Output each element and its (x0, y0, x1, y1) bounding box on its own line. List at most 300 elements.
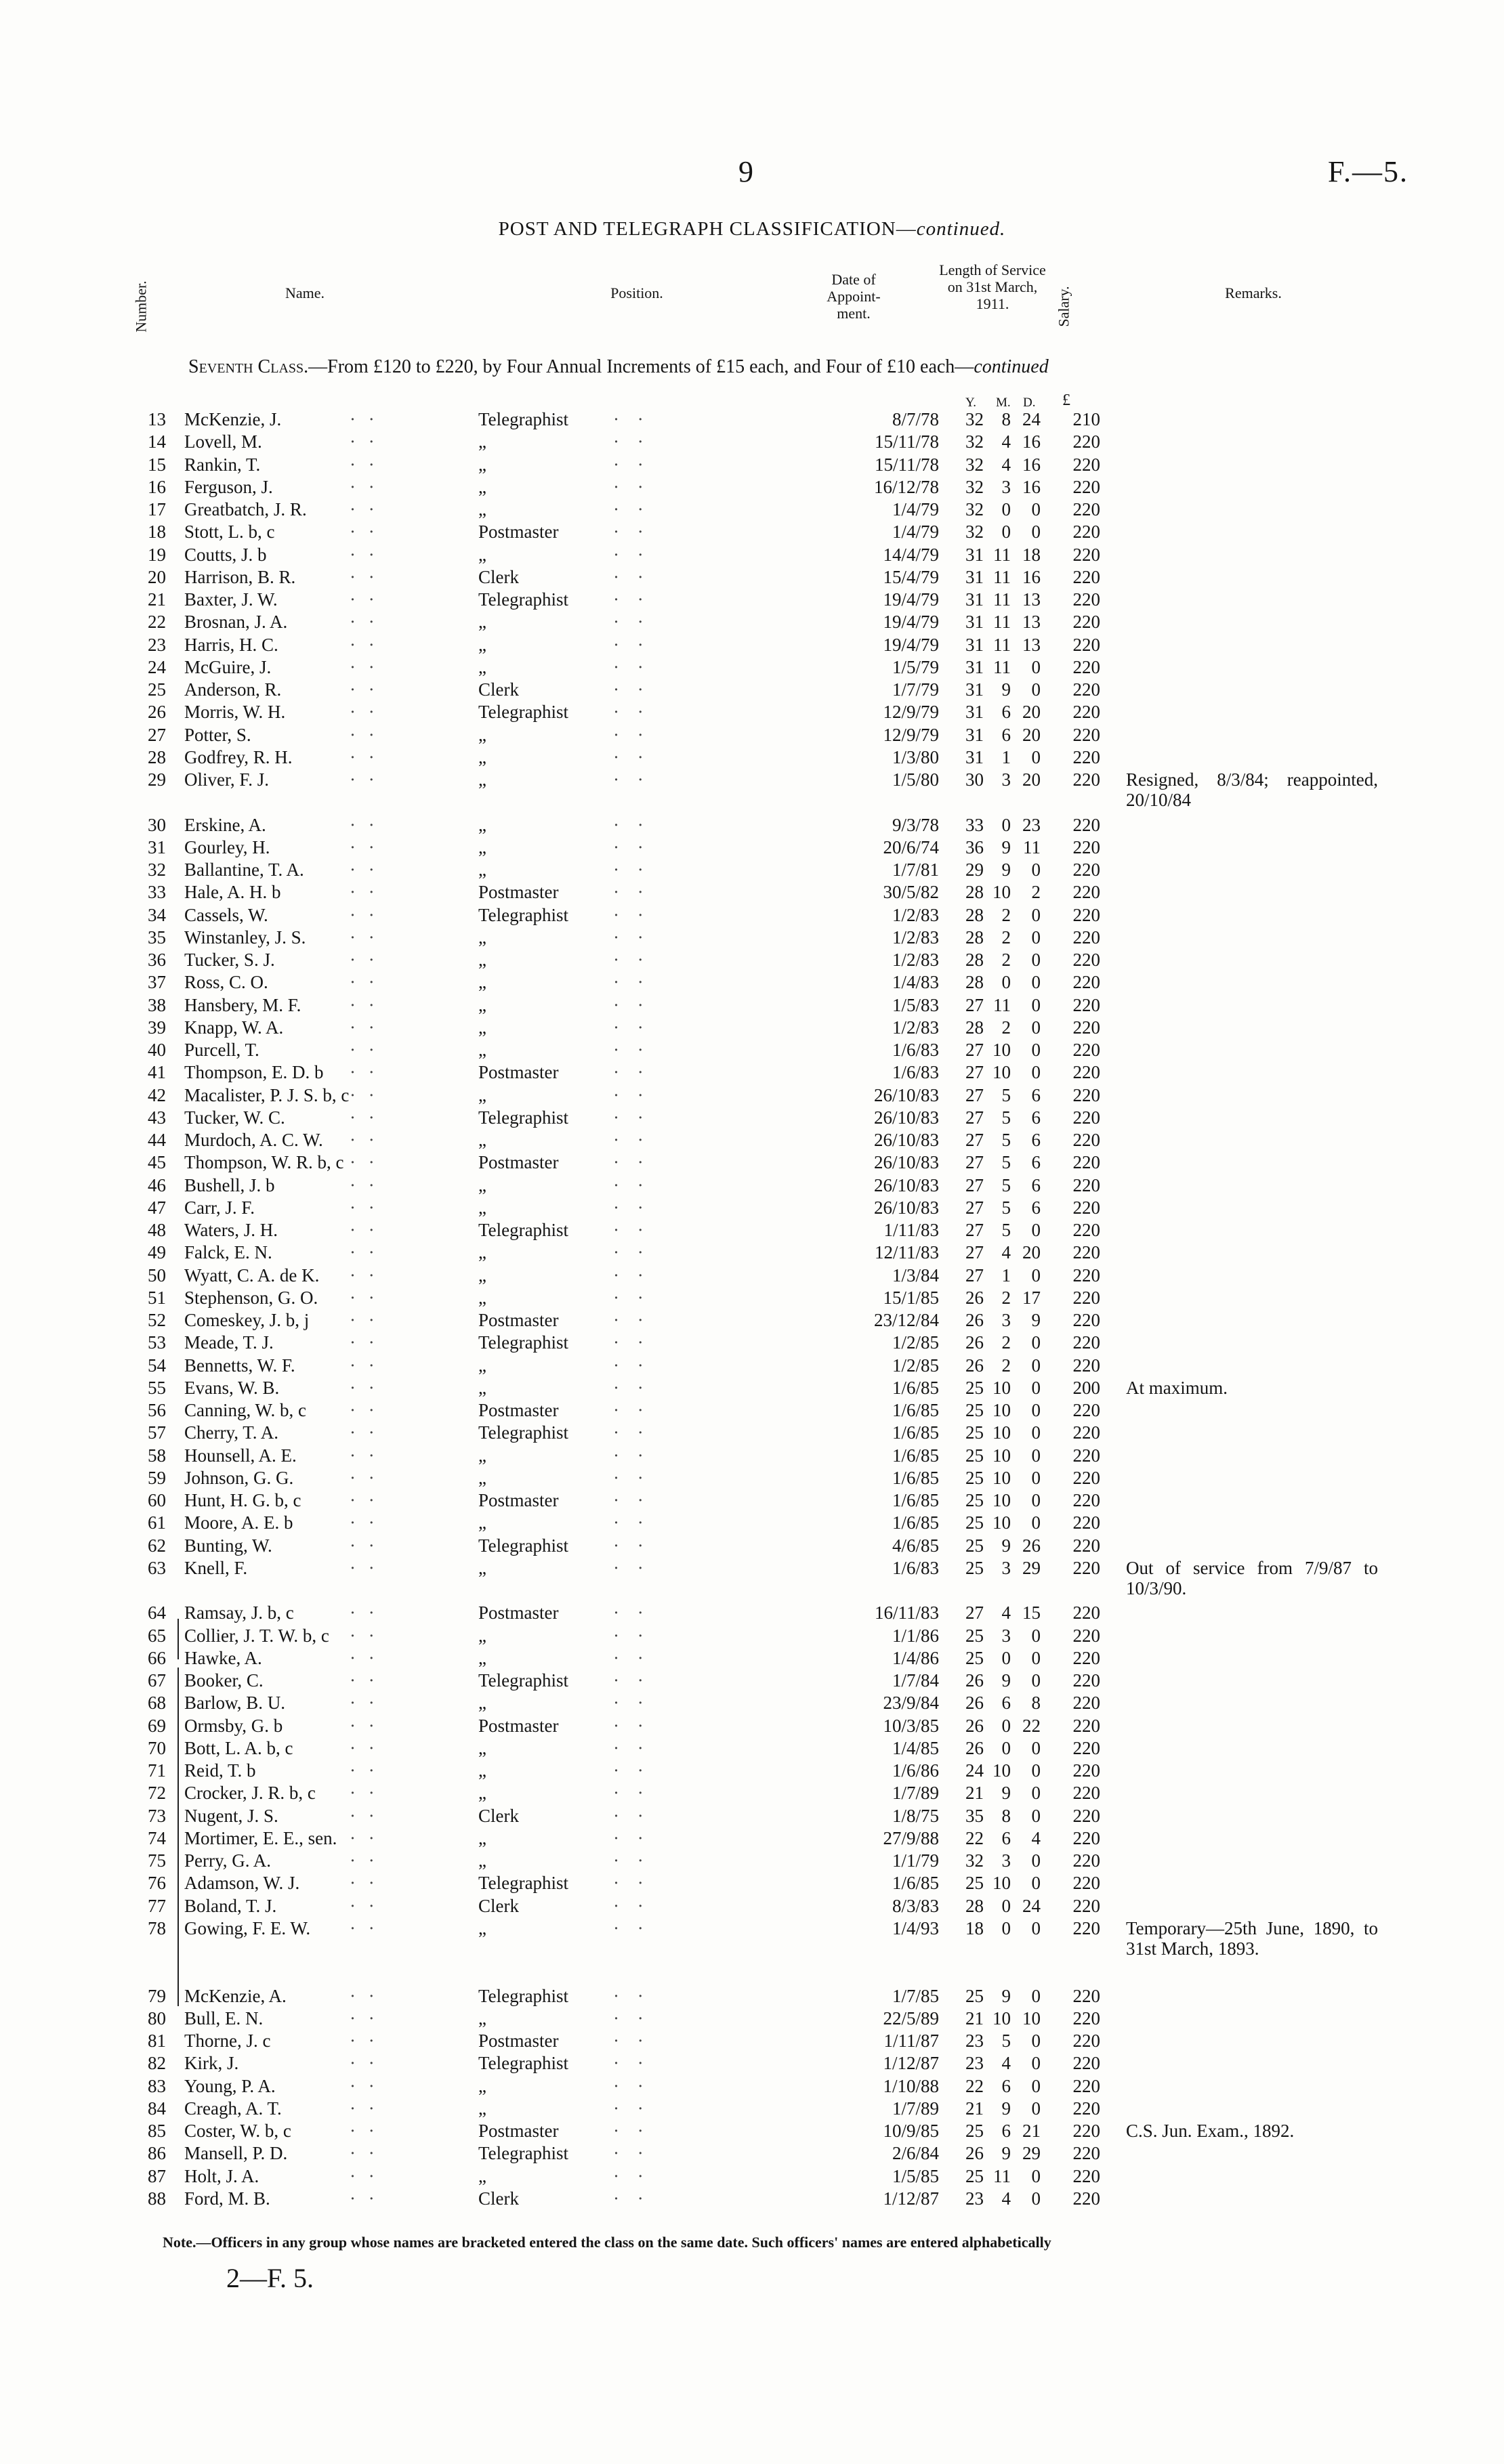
row-number: 87 (148, 2165, 166, 2186)
row-date: 15/11/78 (874, 431, 939, 452)
leader-dots: · · (350, 2165, 379, 2186)
leader-dots: · · (613, 1152, 650, 1173)
row-months: 0 (1001, 814, 1011, 835)
leader-dots: · · (350, 1242, 379, 1263)
row-position: Postmaster (478, 1490, 559, 1510)
row-months: 4 (1001, 1242, 1011, 1263)
row-months: 11 (993, 634, 1011, 655)
row-name: Canning, W. b, c (184, 1400, 306, 1420)
row-months: 0 (1001, 1715, 1011, 1736)
row-number: 39 (148, 1017, 166, 1038)
row-date: 19/4/79 (883, 589, 939, 610)
row-days: 21 (1022, 2121, 1041, 2141)
row-days: 29 (1022, 2143, 1041, 2164)
row-name: Stott, L. b, c (184, 522, 275, 543)
row-date: 1/2/83 (892, 904, 939, 925)
row-number: 33 (148, 882, 166, 903)
table-row (0, 1871, 1504, 1894)
table-row (0, 1714, 1504, 1737)
row-years: 25 (965, 1490, 984, 1510)
row-name: McGuire, J. (184, 656, 272, 677)
row-position: Telegraphist (478, 1422, 569, 1443)
table-row (0, 880, 1504, 903)
row-number: 54 (148, 1355, 166, 1376)
row-number: 35 (148, 927, 166, 948)
leader-dots: · · (613, 1490, 650, 1510)
table-row (0, 2165, 1504, 2187)
row-years: 27 (965, 1084, 984, 1105)
row-position: „ (478, 1783, 486, 1804)
row-name: Booker, C. (184, 1670, 264, 1691)
row-date: 15/11/78 (874, 454, 939, 475)
row-number: 67 (148, 1670, 166, 1691)
row-position: Clerk (478, 1805, 519, 1826)
leader-dots: · · (350, 2121, 379, 2141)
row-salary: 220 (1072, 476, 1100, 497)
row-date: 19/4/79 (883, 612, 939, 633)
leader-dots: · · (613, 927, 650, 948)
leader-dots: · · (613, 904, 650, 925)
row-name: Adamson, W. J. (184, 1873, 300, 1894)
row-date: 1/7/79 (892, 679, 939, 700)
row-name: McKenzie, A. (184, 1985, 287, 2006)
row-years: 31 (965, 544, 984, 565)
leader-dots: · · (613, 2165, 650, 2186)
row-date: 10/3/85 (883, 1715, 939, 1736)
row-months: 4 (1001, 2053, 1011, 2074)
row-name: Kirk, J. (184, 2053, 239, 2074)
row-date: 1/7/84 (892, 1670, 939, 1691)
table-row (0, 498, 1504, 520)
leader-dots: · · (613, 566, 650, 587)
row-months: 6 (1001, 724, 1011, 745)
row-position: „ (478, 1017, 486, 1038)
row-salary: 220 (1072, 2143, 1100, 2164)
table-row (0, 723, 1504, 746)
row-months: 2 (1001, 1332, 1011, 1353)
leader-dots: · · (350, 882, 379, 903)
leader-dots: · · (350, 724, 379, 745)
row-number: 50 (148, 1265, 166, 1286)
leader-dots: · · (613, 1602, 650, 1623)
leader-dots: · · (613, 1130, 650, 1150)
row-position: „ (478, 612, 486, 633)
table-row (0, 1218, 1504, 1241)
row-months: 4 (1001, 1602, 1011, 1623)
row-salary: 220 (1072, 1850, 1100, 1871)
row-salary: 220 (1072, 2121, 1100, 2141)
row-months: 4 (1001, 454, 1011, 475)
row-days: 0 (1031, 1017, 1041, 1038)
row-date: 16/12/78 (873, 476, 939, 497)
row-days: 0 (1031, 1377, 1041, 1398)
row-days: 0 (1031, 1490, 1041, 1510)
row-years: 27 (965, 1197, 984, 1218)
row-months: 10 (993, 1400, 1011, 1420)
row-position: „ (478, 1693, 486, 1714)
table-row (0, 1556, 1504, 1602)
leader-dots: · · (350, 1985, 379, 2006)
row-name: Erskine, A. (184, 814, 266, 835)
row-date: 23/9/84 (883, 1693, 939, 1714)
row-number: 64 (148, 1602, 166, 1623)
row-name: Comeskey, J. b, j (184, 1310, 310, 1330)
row-years: 36 (965, 836, 984, 857)
row-days: 0 (1031, 1400, 1041, 1420)
row-date: 1/6/83 (892, 1062, 939, 1083)
row-number: 84 (148, 2098, 166, 2119)
row-days: 0 (1031, 499, 1041, 519)
table-row (0, 1489, 1504, 1511)
row-number: 68 (148, 1693, 166, 1714)
row-name: Morris, W. H. (184, 702, 286, 723)
leader-dots: · · (613, 1174, 650, 1195)
table-row (0, 2097, 1504, 2119)
row-days: 0 (1031, 679, 1041, 700)
row-name: Nugent, J. S. (184, 1805, 278, 1826)
row-months: 1 (1001, 746, 1011, 767)
row-number: 32 (148, 859, 166, 880)
row-name: Wyatt, C. A. de K. (184, 1265, 320, 1286)
leader-dots: · · (350, 1467, 379, 1488)
row-number: 37 (148, 972, 166, 993)
row-days: 20 (1022, 702, 1041, 723)
row-days: 10 (1022, 2008, 1041, 2028)
row-remarks: Resigned, 8/3/84; reappointed, 20/10/84 (1126, 769, 1378, 810)
row-date: 20/6/74 (883, 836, 939, 857)
row-name: Collier, J. T. W. b, c (184, 1625, 329, 1646)
row-days: 20 (1022, 769, 1041, 790)
row-months: 0 (1001, 499, 1011, 519)
leader-dots: · · (350, 972, 379, 993)
leader-dots: · · (350, 1310, 379, 1330)
leader-dots: · · (350, 612, 379, 633)
row-months: 2 (1001, 904, 1011, 925)
row-months: 0 (1001, 1917, 1011, 1938)
table-row (0, 1849, 1504, 1871)
table-row (0, 1128, 1504, 1151)
leader-dots: · · (613, 2008, 650, 2028)
table-row (0, 1151, 1504, 1173)
leader-dots: · · (350, 1287, 379, 1308)
table-row (0, 2052, 1504, 2074)
row-position: Telegraphist (478, 2143, 569, 2164)
row-number: 58 (148, 1445, 166, 1466)
row-years: 25 (965, 1647, 984, 1668)
leader-dots: · · (613, 1917, 650, 1938)
row-months: 1 (1001, 1265, 1011, 1286)
table-row (0, 813, 1504, 836)
row-position: Postmaster (478, 1310, 559, 1330)
row-salary: 220 (1072, 1783, 1100, 1804)
row-name: Knell, F. (184, 1557, 248, 1578)
table-row (0, 971, 1504, 993)
row-number: 88 (148, 2188, 166, 2209)
row-name: Knapp, W. A. (184, 1017, 284, 1038)
row-name: Oliver, F. J. (184, 769, 270, 790)
row-number: 24 (148, 656, 166, 677)
leader-dots: · · (613, 1783, 650, 1804)
leader-dots: · · (613, 2098, 650, 2119)
row-name: Bunting, W. (184, 1535, 272, 1556)
row-number: 57 (148, 1422, 166, 1443)
leader-dots: · · (613, 994, 650, 1015)
leader-dots: · · (613, 814, 650, 835)
row-position: „ (478, 1467, 486, 1488)
unit-years: Y. (965, 396, 977, 410)
row-date: 1/4/83 (892, 972, 939, 993)
leader-dots: · · (613, 2121, 650, 2141)
row-position: Telegraphist (478, 2053, 569, 2074)
row-number: 69 (148, 1715, 166, 1736)
table-row (0, 1286, 1504, 1309)
row-days: 0 (1031, 1220, 1041, 1240)
row-position: „ (478, 1760, 486, 1781)
table-row (0, 1174, 1504, 1196)
row-name: Tucker, W. C. (184, 1107, 285, 1128)
row-salary: 220 (1072, 1400, 1100, 1420)
row-days: 0 (1031, 1332, 1041, 1353)
row-salary: 220 (1072, 1670, 1100, 1691)
row-years: 28 (965, 904, 984, 925)
table-row (0, 1331, 1504, 1353)
row-salary: 220 (1072, 1265, 1100, 1286)
row-years: 32 (965, 431, 984, 452)
row-number: 63 (148, 1557, 166, 1578)
leader-dots: · · (613, 1467, 650, 1488)
row-days: 0 (1031, 2165, 1041, 2186)
row-date: 27/9/88 (883, 1827, 939, 1848)
row-name: Falck, E. N. (184, 1242, 272, 1263)
row-number: 66 (148, 1647, 166, 1668)
leader-dots: · · (613, 1512, 650, 1533)
row-months: 2 (1001, 927, 1011, 948)
row-number: 40 (148, 1040, 166, 1060)
row-name: Lovell, M. (184, 431, 262, 452)
table-row (0, 1466, 1504, 1489)
leader-dots: · · (613, 1737, 650, 1758)
row-date: 1/12/87 (883, 2188, 939, 2209)
row-months: 11 (993, 994, 1011, 1015)
row-years: 21 (965, 1783, 984, 1804)
row-days: 6 (1031, 1107, 1041, 1128)
table-row (0, 994, 1504, 1016)
row-years: 23 (965, 2031, 984, 2051)
row-name: Hounsell, A. E. (184, 1445, 297, 1466)
leader-dots: · · (613, 724, 650, 745)
row-number: 18 (148, 522, 166, 543)
row-position: Telegraphist (478, 1873, 569, 1894)
row-name: Coster, W. b, c (184, 2121, 291, 2141)
leader-dots: · · (613, 612, 650, 633)
table-row (0, 543, 1504, 566)
leader-dots: · · (613, 1287, 650, 1308)
row-salary: 220 (1072, 1467, 1100, 1488)
leader-dots: · · (350, 431, 379, 452)
leader-dots: · · (613, 1535, 650, 1556)
row-number: 30 (148, 814, 166, 835)
row-years: 24 (965, 1760, 984, 1781)
table-row (0, 1804, 1504, 1827)
row-months: 3 (1001, 1557, 1011, 1578)
row-salary: 220 (1072, 1647, 1100, 1668)
row-days: 20 (1022, 1242, 1041, 1263)
leader-dots: · · (613, 1062, 650, 1083)
row-salary: 220 (1072, 656, 1100, 677)
row-months: 11 (993, 544, 1011, 565)
row-position: „ (478, 1827, 486, 1848)
leader-dots: · · (613, 859, 650, 880)
row-salary: 210 (1072, 409, 1100, 429)
row-number: 14 (148, 431, 166, 452)
row-months: 8 (1001, 1805, 1011, 1826)
row-position: Telegraphist (478, 1535, 569, 1556)
row-months: 10 (993, 1512, 1011, 1533)
row-days: 0 (1031, 746, 1041, 767)
row-salary: 220 (1072, 1625, 1100, 1646)
row-date: 30/5/82 (883, 882, 939, 903)
leader-dots: · · (350, 814, 379, 835)
table-row (0, 926, 1504, 948)
row-number: 81 (148, 2031, 166, 2051)
row-days: 0 (1031, 1467, 1041, 1488)
row-months: 0 (1001, 972, 1011, 993)
class-continued: continued (974, 356, 1049, 377)
row-number: 31 (148, 836, 166, 857)
row-salary: 220 (1072, 1805, 1100, 1826)
table-row (0, 1106, 1504, 1128)
leader-dots: · · (350, 2143, 379, 2164)
leader-dots: · · (613, 746, 650, 767)
row-years: 27 (965, 1242, 984, 1263)
leader-dots: · · (613, 544, 650, 565)
row-days: 0 (1031, 950, 1041, 970)
row-days: 0 (1031, 1062, 1041, 1083)
row-number: 70 (148, 1737, 166, 1758)
row-days: 0 (1031, 1760, 1041, 1781)
row-days: 17 (1022, 1287, 1041, 1308)
header-name: Name. (285, 284, 325, 301)
row-days: 0 (1031, 927, 1041, 948)
header-salary-label: Salary. (1055, 286, 1072, 327)
row-date: 23/12/84 (873, 1310, 939, 1330)
row-years: 25 (965, 1557, 984, 1578)
unit-pounds: £ (1062, 391, 1070, 409)
row-number: 72 (148, 1783, 166, 1804)
row-days: 13 (1022, 634, 1041, 655)
row-date: 1/4/79 (892, 522, 939, 543)
leader-dots: · · (613, 1422, 650, 1443)
leader-dots: · · (350, 566, 379, 587)
row-date: 8/7/78 (892, 409, 939, 429)
row-years: 31 (965, 724, 984, 745)
row-number: 28 (148, 746, 166, 767)
row-name: Murdoch, A. C. W. (184, 1130, 323, 1150)
row-date: 26/10/83 (873, 1130, 939, 1150)
header-date: Date of Appoint-ment. (827, 271, 881, 322)
row-months: 8 (1001, 409, 1011, 429)
table-row (0, 1511, 1504, 1533)
table-row (0, 1038, 1504, 1061)
leader-dots: · · (350, 1557, 379, 1578)
row-salary: 220 (1072, 1174, 1100, 1195)
header-number-label: Number. (132, 280, 150, 333)
row-number: 17 (148, 499, 166, 519)
row-date: 1/6/83 (892, 1557, 939, 1578)
leader-dots: · · (350, 1873, 379, 1894)
table-row (0, 1737, 1504, 1759)
row-date: 1/6/85 (892, 1377, 939, 1398)
row-number: 49 (148, 1242, 166, 1263)
leader-dots: · · (613, 634, 650, 655)
table-row (0, 566, 1504, 588)
row-position: „ (478, 1850, 486, 1871)
row-number: 22 (148, 612, 166, 633)
row-date: 26/10/83 (873, 1084, 939, 1105)
row-date: 1/6/85 (892, 1512, 939, 1533)
row-number: 47 (148, 1197, 166, 1218)
leader-dots: · · (350, 1917, 379, 1938)
leader-dots: · · (350, 409, 379, 429)
row-number: 79 (148, 1985, 166, 2006)
row-name: Bott, L. A. b, c (184, 1737, 293, 1758)
leader-dots: · · (350, 656, 379, 677)
row-days: 0 (1031, 1805, 1041, 1826)
table-row (0, 1309, 1504, 1331)
row-position: „ (478, 2075, 486, 2096)
row-date: 1/5/80 (892, 769, 939, 790)
row-position: Telegraphist (478, 1107, 569, 1128)
row-date: 1/1/86 (892, 1625, 939, 1646)
table-row (0, 520, 1504, 543)
table-row (0, 2029, 1504, 2052)
row-years: 26 (965, 1310, 984, 1330)
title-continued: continued. (916, 218, 1006, 240)
row-days: 8 (1031, 1693, 1041, 1714)
row-salary: 220 (1072, 1873, 1100, 1894)
row-position: „ (478, 1265, 486, 1286)
row-months: 9 (1001, 1535, 1011, 1556)
row-months: 9 (1001, 679, 1011, 700)
row-name: Boland, T. J. (184, 1895, 277, 1916)
leader-dots: · · (613, 589, 650, 610)
row-position: „ (478, 1084, 486, 1105)
table-row (0, 1444, 1504, 1466)
row-name: Ross, C. O. (184, 972, 268, 993)
row-years: 32 (965, 454, 984, 475)
leader-dots: · · (613, 1625, 650, 1646)
row-years: 25 (965, 1985, 984, 2006)
row-years: 27 (965, 1174, 984, 1195)
row-salary: 220 (1072, 1152, 1100, 1173)
leader-dots: · · (350, 2053, 379, 2074)
row-name: Cassels, W. (184, 904, 268, 925)
row-position: „ (478, 431, 486, 452)
leader-dots: · · (350, 1355, 379, 1376)
row-years: 28 (965, 950, 984, 970)
leader-dots: · · (613, 1332, 650, 1353)
row-salary: 220 (1072, 2075, 1100, 2096)
row-name: Rankin, T. (184, 454, 261, 475)
table-row (0, 1196, 1504, 1218)
row-number: 53 (148, 1332, 166, 1353)
bracket-78-79 (177, 1668, 186, 2006)
leader-dots: · · (613, 702, 650, 723)
row-name: Purcell, T. (184, 1040, 259, 1060)
row-months: 0 (1001, 1737, 1011, 1758)
row-days: 6 (1031, 1197, 1041, 1218)
row-position: Telegraphist (478, 589, 569, 610)
